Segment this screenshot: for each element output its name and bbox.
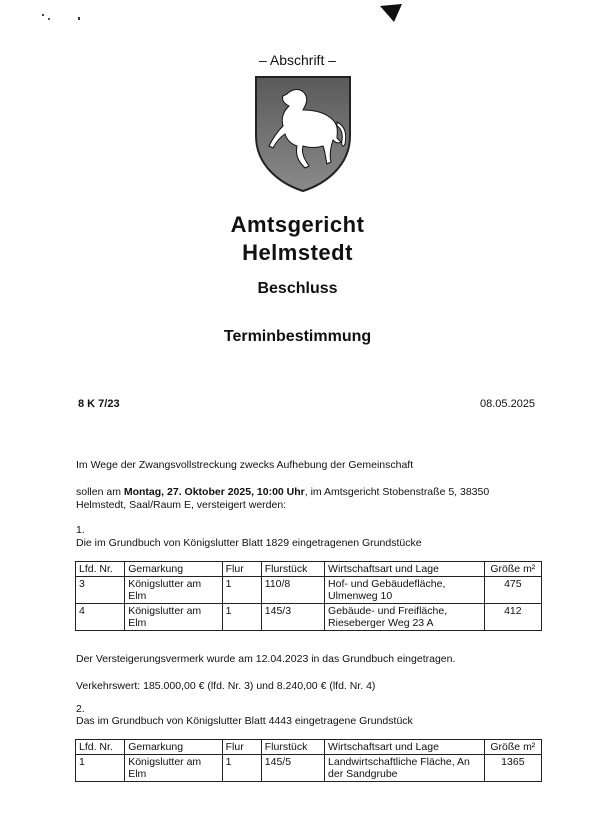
section2-number: 2. xyxy=(76,703,85,715)
col-lfd-nr: Lfd. Nr. xyxy=(76,562,125,577)
document-subject: Terminbestimmung xyxy=(223,328,372,345)
case-number: 8 K 7/23 xyxy=(78,398,120,410)
cell-flurstueck: 110/8 xyxy=(261,577,324,604)
table-header-row xyxy=(76,740,542,755)
document-type: Beschluss xyxy=(257,280,338,297)
col-wirtschaftsart: Wirtschaftsart und Lage xyxy=(325,562,485,577)
cell-flurstueck: 145/5 xyxy=(261,755,324,782)
col-groesse: Größe m² xyxy=(484,562,541,577)
auction-date-time: Montag, 27. Oktober 2025, 10:00 Uhr xyxy=(123,486,305,498)
section2-heading: Das im Grundbuch von Königslutter Blatt 4443 eingetragene Grundstück xyxy=(76,715,413,727)
cell-wirtschaftsart: Gebäude- und Freifläche, Rieseberger Weg 23 A xyxy=(325,604,485,631)
table-row xyxy=(76,755,542,782)
table-header-row xyxy=(76,562,542,577)
auction-note: Der Versteigerungsvermerk wurde am 12.04.2023 in das Grundbuch eingetragen. xyxy=(76,653,456,665)
col-flur: Flur xyxy=(222,562,261,577)
scan-speck-icon xyxy=(42,12,82,22)
document-date: 08.05.2025 xyxy=(480,398,536,410)
cell-flurstueck: 145/3 xyxy=(261,604,324,631)
cell-groesse: 412 xyxy=(484,604,541,631)
cell-wirtschaftsart: Landwirtschaftliche Fläche, An der Sandgrube xyxy=(325,755,485,782)
cell-wirtschaftsart: Hof- und Gebäudefläche, Ulmenweg 10 xyxy=(325,577,485,604)
cell-flur: 1 xyxy=(222,604,261,631)
col-lfd-nr: Lfd. Nr. xyxy=(76,740,125,755)
scan-mark-icon xyxy=(378,4,404,24)
sentence-post: , im Amtsgericht Stobenstraße 5, 38350 Helmstedt, Saal/Raum E, versteigert werden: xyxy=(76,486,490,511)
cell-lfd-nr: 3 xyxy=(76,577,125,604)
col-flurstueck: Flurstück xyxy=(261,740,324,755)
cell-gemarkung: Königslutter am Elm xyxy=(125,577,222,604)
court-name-line1: Amtsgericht xyxy=(230,212,365,237)
col-gemarkung: Gemarkung xyxy=(125,562,222,577)
cell-lfd-nr: 4 xyxy=(76,604,125,631)
court-name-line2: Helmstedt xyxy=(242,240,353,265)
section1-heading: Die im Grundbuch von Königslutter Blatt 1829 eingetragenen Grundstücke xyxy=(76,537,422,549)
cell-flur: 1 xyxy=(222,755,261,782)
properties-table-2 xyxy=(75,739,542,782)
intro-text: Im Wege der Zwangsvollstreckung zwecks Aufhebung der Gemeinschaft xyxy=(76,459,414,471)
lower-saxony-horse-crest-icon xyxy=(253,74,353,194)
col-groesse: Größe m² xyxy=(484,740,541,755)
cell-gemarkung: Königslutter am Elm xyxy=(125,755,222,782)
col-gemarkung: Gemarkung xyxy=(125,740,222,755)
properties-table-1 xyxy=(75,561,542,631)
market-value: Verkehrswert: 185.000,00 € (lfd. Nr. 3) und 8.240,00 € (lfd. Nr. 4) xyxy=(76,680,376,692)
cell-groesse: 1365 xyxy=(484,755,541,782)
copy-label: – Abschrift – xyxy=(258,52,337,68)
cell-gemarkung: Königslutter am Elm xyxy=(125,604,222,631)
table-row xyxy=(76,577,542,604)
cell-groesse: 475 xyxy=(484,577,541,604)
auction-sentence xyxy=(76,486,526,512)
cell-flur: 1 xyxy=(222,577,261,604)
table-row xyxy=(76,604,542,631)
sentence-pre: sollen am xyxy=(76,486,124,498)
col-wirtschaftsart: Wirtschaftsart und Lage xyxy=(325,740,485,755)
col-flurstueck: Flurstück xyxy=(261,562,324,577)
cell-lfd-nr: 1 xyxy=(76,755,125,782)
col-flur: Flur xyxy=(222,740,261,755)
section1-number: 1. xyxy=(76,524,85,536)
